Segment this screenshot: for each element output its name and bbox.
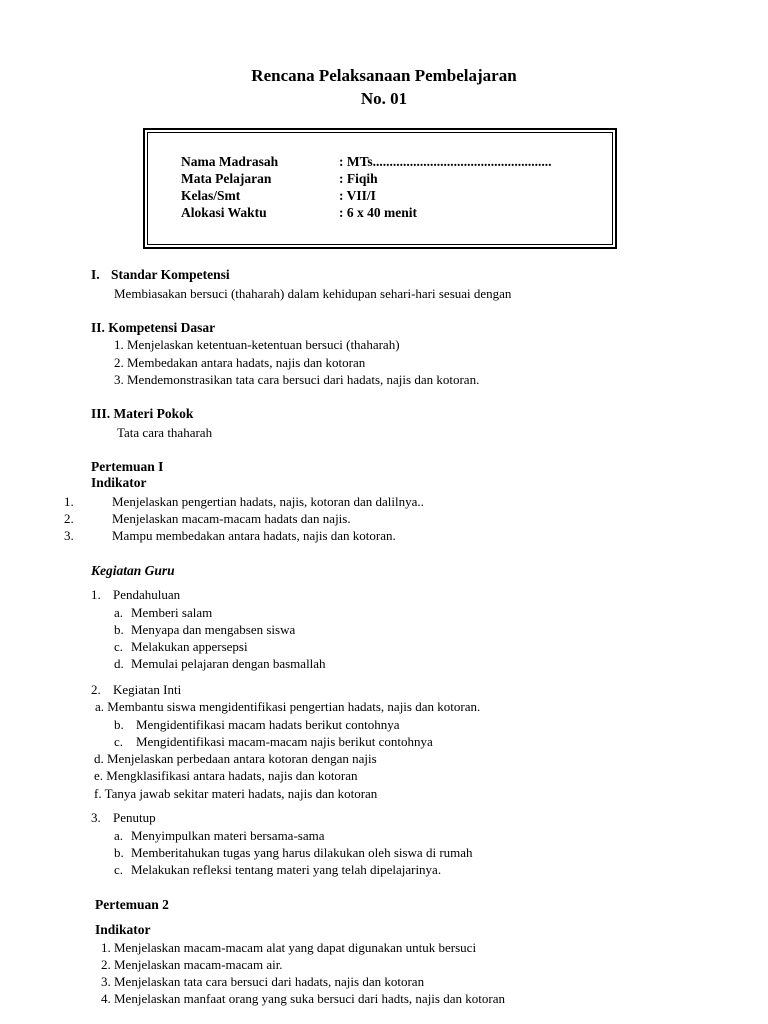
penutup-item: Melakukan refleksi tentang materi yang telah dipelajarinya. bbox=[131, 862, 442, 877]
list-number: 2. bbox=[64, 511, 74, 526]
list-letter: a. bbox=[114, 828, 124, 843]
info-value: : Fiqih bbox=[339, 171, 378, 186]
indikator-heading: Indikator bbox=[95, 922, 151, 937]
pertemuan-heading: Pertemuan I bbox=[91, 459, 164, 474]
kegiatan-inti-item: Mengidentifikasi macam hadats berikut contohnya bbox=[136, 717, 400, 732]
info-value: : 6 x 40 menit bbox=[339, 205, 417, 220]
pendahuluan-label: Pendahuluan bbox=[113, 587, 181, 602]
list-letter: c. bbox=[114, 734, 124, 749]
kompetensi-item: 3. Mendemonstrasikan tata cara bersuci dari hadats, najis dan kotoran. bbox=[114, 372, 480, 387]
kegiatan-inti-item: d. Menjelaskan perbedaan antara kotoran dengan najis bbox=[94, 751, 377, 766]
list-letter: c. bbox=[114, 862, 124, 877]
list-number: 3. bbox=[64, 528, 74, 543]
materi-pokok-text: Tata cara thaharah bbox=[117, 425, 213, 440]
info-label: Alokasi Waktu bbox=[181, 205, 267, 220]
pendahuluan-item: Menyapa dan mengabsen siswa bbox=[131, 622, 296, 637]
indikator-item: Menjelaskan pengertian hadats, najis, kotoran dan dalilnya.. bbox=[112, 494, 424, 509]
list-number: 2. bbox=[91, 682, 101, 697]
penutup-label: Penutup bbox=[113, 810, 156, 825]
section-heading-standar-kompetensi: Standar Kompetensi bbox=[111, 267, 230, 282]
penutup-item: Menyimpulkan materi bersama-sama bbox=[131, 828, 325, 843]
kegiatan-inti-item: a. Membantu siswa mengidentifikasi pengertian hadats, najis dan kotoran. bbox=[95, 699, 481, 714]
indikator-item: Menjelaskan macam-macam hadats dan najis. bbox=[112, 511, 351, 526]
info-label: Mata Pelajaran bbox=[181, 171, 272, 186]
info-label: Nama Madrasah bbox=[181, 154, 279, 169]
indikator-item: Mampu membedakan antara hadats, najis dan kotoran. bbox=[112, 528, 396, 543]
indikator-item: 1. Menjelaskan macam-macam alat yang dapat digunakan untuk bersuci bbox=[101, 940, 477, 955]
list-letter: b. bbox=[114, 717, 124, 732]
standar-kompetensi-text: Membiasakan bersuci (thaharah) dalam kehidupan sehari-hari sesuai dengan bbox=[114, 286, 512, 301]
list-number: 3. bbox=[91, 810, 101, 825]
list-letter: c. bbox=[114, 639, 124, 654]
indikator-heading: Indikator bbox=[91, 475, 147, 490]
pendahuluan-item: Memulai pelajaran dengan basmallah bbox=[131, 656, 326, 671]
pertemuan-heading: Pertemuan 2 bbox=[95, 897, 169, 912]
section-number: I. bbox=[91, 267, 100, 282]
list-letter: b. bbox=[114, 622, 124, 637]
kegiatan-inti-item: Mengidentifikasi macam-macam najis berikut contohnya bbox=[136, 734, 433, 749]
pendahuluan-item: Melakukan appersepsi bbox=[131, 639, 248, 654]
indikator-item: 4. Menjelaskan manfaat orang yang suka bersuci dari hadts, najis dan kotoran bbox=[101, 991, 505, 1006]
indikator-item: 3. Menjelaskan tata cara bersuci dari hadats, najis dan kotoran bbox=[101, 974, 425, 989]
kompetensi-item: 2. Membedakan antara hadats, najis dan kotoran bbox=[114, 355, 366, 370]
list-letter: a. bbox=[114, 605, 124, 620]
kegiatan-inti-item: f. Tanya jawab sekitar materi hadats, najis dan kotoran bbox=[94, 786, 378, 801]
kegiatan-inti-label: Kegiatan Inti bbox=[113, 682, 182, 697]
info-label: Kelas/Smt bbox=[181, 188, 241, 203]
penutup-item: Memberitahukan tugas yang harus dilakukan oleh siswa di rumah bbox=[131, 845, 473, 860]
info-value: : MTs..................................................... bbox=[339, 154, 552, 169]
document-number: No. 01 bbox=[360, 89, 408, 108]
kegiatan-guru-heading: Kegiatan Guru bbox=[91, 563, 175, 578]
info-value: : VII/I bbox=[339, 188, 376, 203]
kompetensi-item: 1. Menjelaskan ketentuan-ketentuan bersuci (thaharah) bbox=[114, 337, 400, 352]
document-title: Rencana Pelaksanaan Pembelajaran bbox=[251, 66, 517, 85]
pendahuluan-item: Memberi salam bbox=[131, 605, 213, 620]
list-number: 1. bbox=[64, 494, 74, 509]
section-heading-kompetensi-dasar: II. Kompetensi Dasar bbox=[91, 320, 216, 335]
kegiatan-inti-item: e. Mengklasifikasi antara hadats, najis dan kotoran bbox=[94, 768, 358, 783]
section-heading-materi-pokok: III. Materi Pokok bbox=[91, 406, 194, 421]
list-letter: b. bbox=[114, 845, 124, 860]
indikator-item: 2. Menjelaskan macam-macam air. bbox=[101, 957, 283, 972]
list-number: 1. bbox=[91, 587, 101, 602]
list-letter: d. bbox=[114, 656, 124, 671]
